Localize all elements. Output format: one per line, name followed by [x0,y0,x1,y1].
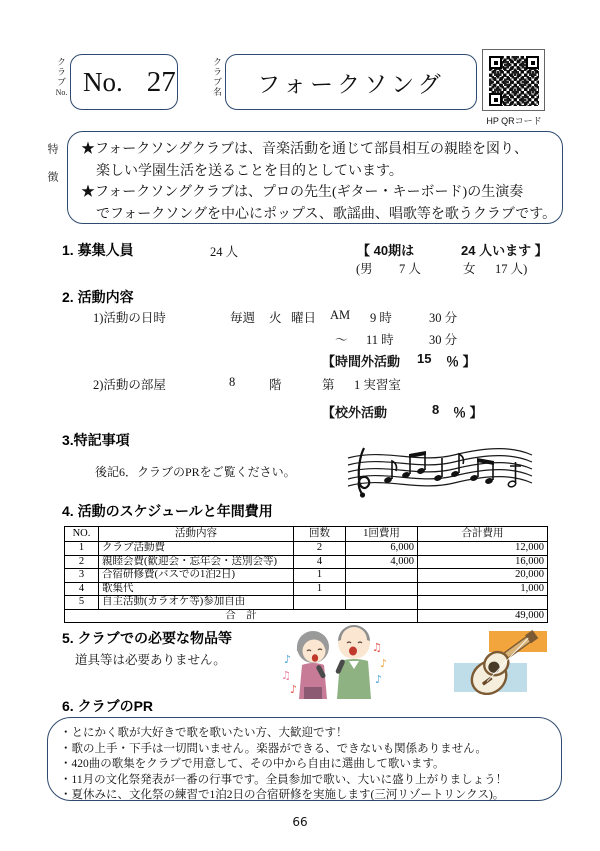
features-line: ★フォークソングクラブは、プロの先生(ギター・キーボード)の生演奏 [81,185,524,200]
frequency: 毎週 [230,311,256,325]
row-count: 1 [294,569,346,583]
karaoke-singers-image [280,621,394,703]
table-row [65,555,548,569]
qr-caption: HP QRコード [486,116,542,126]
row-activity: 歌集代 [99,582,294,596]
club-no-label-kana: クラブ [56,57,66,87]
female-label: 女 [463,262,476,276]
end-hour: 11 時 [366,333,394,347]
notes-body: 後記6．クラブのPRをご覧ください。 [95,465,296,479]
club-no-box [70,54,178,110]
club-name-label-text: クラブ名 [212,57,222,97]
male-label: (男 [356,262,373,276]
weekday: 火 [269,311,282,325]
svg-text:♪: ♪ [290,683,298,696]
qr-finder-icon [489,56,502,69]
total-value: 49,000 [418,609,548,623]
female-count: 17 人) [495,262,528,276]
room-label: 2)活動の部屋 [93,378,166,392]
features-label [44,143,60,199]
section6-heading: 6. クラブのPR [62,698,154,714]
club-no-value: 27 [146,65,176,98]
ampm: AM [330,308,351,322]
floor: 8 [229,375,236,389]
pr-line: ・420曲の歌集をクラブで用意して、その中から自由に選曲して歌います。 [60,758,445,771]
features-line: でフォークソングを中心にポップス、歌謡曲、唱歌等を歌うクラブです。 [96,206,557,222]
offsite-label: 【校外活動 [322,405,388,420]
current-term-count: 24 人います 】 [461,243,548,258]
weekday-suffix: 曜日 [291,311,317,325]
total-label: 合 計 [65,609,418,623]
start-min: 30 分 [429,311,458,325]
section4-heading: 4. 活動のスケジュールと年間費用 [62,503,273,519]
page-number: 66 [292,815,308,829]
row-total: 12,000 [418,542,548,556]
club-no-label [55,57,68,97]
schedule-table [64,526,548,623]
features-line: ★フォークソングクラブは、音楽活動を通じて部員相互の親睦を図り、 [81,142,529,157]
section3-heading: 3.特記事項 [62,432,130,448]
pr-line: ・夏休みに、文化祭の練習で1泊2日の合宿研修を実施します(三河リゾートリンクス)。 [60,789,505,802]
table-row [65,582,548,596]
row-activity: 自主活動(カラオケ等)参加自由 [99,596,294,610]
qr-code-image [482,49,545,111]
table-row [65,569,548,583]
floor-unit: 階 [269,378,282,392]
col-count-header: 回数 [294,527,346,542]
row-no: 3 [65,569,99,583]
qr-pattern [489,56,539,106]
table-row [65,542,548,556]
svg-text:♪: ♪ [380,657,388,670]
recruit-count: 24 人 [210,245,239,259]
row-count: 1 [294,582,346,596]
end-min: 30 分 [429,333,458,347]
row-total: 16,000 [418,555,548,569]
room-prefix: 第 [322,378,335,392]
row-no: 4 [65,582,99,596]
row-activity: クラブ活動費 [99,542,294,556]
club-no-prefix: No. [83,66,123,97]
start-hour: 9 時 [370,311,392,325]
svg-text:♫: ♫ [281,669,291,682]
pr-box [47,717,562,801]
row-total: 1,000 [418,582,548,596]
row-unitcost: 4,000 [346,555,418,569]
pr-line: ・とにかく歌が大好きで歌を歌いたい方、大歓迎です！ [60,727,348,739]
row-no: 2 [65,555,99,569]
row-count [294,596,346,610]
svg-text:♪: ♪ [284,653,292,666]
svg-text:♫: ♫ [372,641,382,654]
overtime-label: 【時間外活動 [322,354,401,369]
pr-line: ・11月の文化祭発表が一番の行事です。全員参加で歌い、大いに盛り上がりましょう！ [60,773,508,786]
male-count: 7 人 [399,262,421,276]
supplies-body: 道具等は必要ありません。 [75,653,226,667]
club-no-label-suffix: No. [55,88,68,97]
table-row [65,596,548,610]
offsite-value: 8 [432,402,440,417]
row-unitcost [346,569,418,583]
offsite-unit: ％ 】 [453,405,483,420]
row-total [418,596,548,610]
row-no: 5 [65,596,99,610]
pr-line: ・歌の上手・下手は一切問いません。楽器ができる、できないも関係ありません。 [60,742,487,755]
current-term-label: 【 40期は [357,243,415,258]
row-count: 4 [294,555,346,569]
club-name: フォークソング [257,71,445,97]
room-name: 1 実習室 [354,378,401,392]
features-label-text: 特徴 [46,143,58,199]
row-no: 1 [65,542,99,556]
row-count: 2 [294,542,346,556]
qr-finder-icon [489,93,502,106]
overtime-value: 15 [417,351,432,366]
tilde: ～ [335,333,348,347]
qr-finder-icon [526,56,539,69]
section2-heading: 2. 活動内容 [62,289,134,305]
row-unitcost [346,596,418,610]
section1-heading: 1. 募集人員 [62,242,134,258]
row-activity: 合宿研修費(バスでの1泊2日) [99,569,294,583]
row-unitcost [346,582,418,596]
table-header-row [65,527,548,542]
club-name-box [225,54,477,110]
col-activity-header: 活動内容 [99,527,294,542]
features-line: 楽しい学園生活を送ることを目的としています。 [96,163,403,179]
features-box [67,131,563,224]
row-unitcost: 6,000 [346,542,418,556]
row-activity: 親睦会費(歓迎会・忘年会・送別会等) [99,555,294,569]
overtime-unit: ％ 】 [446,354,476,369]
guitar-image [452,629,550,695]
section5-heading: 5. クラブでの必要な物品等 [62,630,232,646]
club-name-label [211,57,224,97]
svg-text:♪: ♪ [375,673,383,686]
col-unitcost-header: 1回費用 [346,527,418,542]
col-no-header: NO. [65,527,99,542]
row-total: 20,000 [418,569,548,583]
music-staff-image [342,442,538,506]
datetime-label: 1)活動の日時 [93,311,166,325]
col-total-header: 合計費用 [418,527,548,542]
